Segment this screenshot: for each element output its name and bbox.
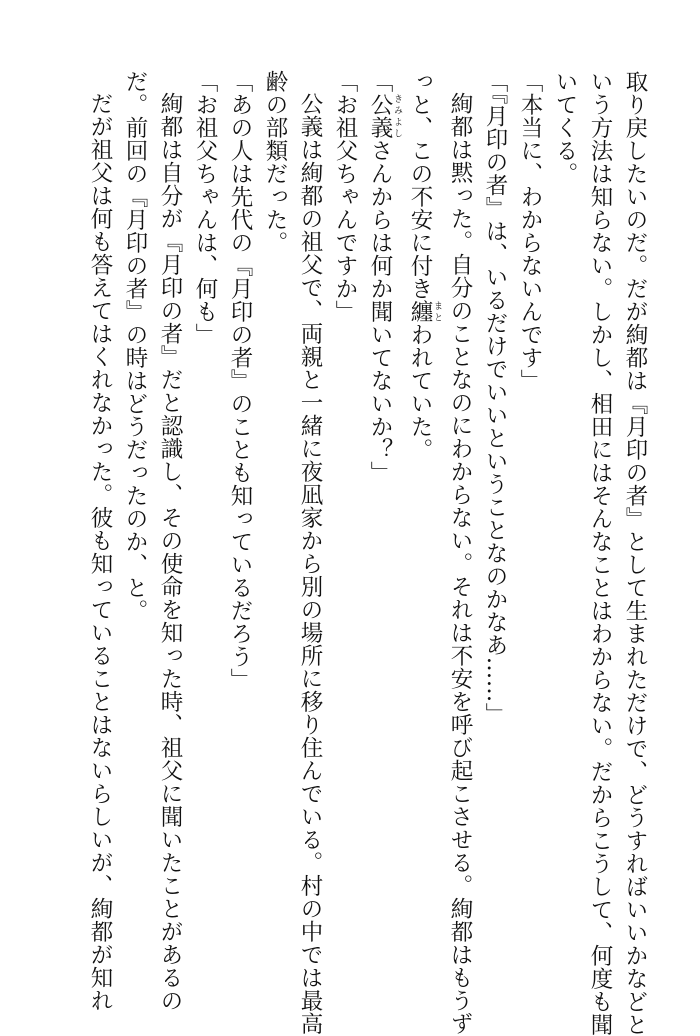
text-line: 絢都は黙った。自分のことなのにわからない。それは不安を呼び起こさせる。絢都はもうず (447, 92, 473, 1035)
text-segment: っと、この不安に付き (407, 70, 433, 300)
dialogue-body: 『月印の者』は、いるだけでいいということなのかなあ……」 (482, 93, 508, 726)
text-line: だが祖父は何も答えてはくれなかった。彼も知っていることはないらしいが、絢都が知れ (87, 92, 113, 1012)
text-line: 公義は絢都の祖父で、両親と一緒に夜凪家から別の場所に移り住んでいる。村の中では最高 (297, 92, 323, 1035)
text-line (402, 70, 442, 950)
dialogue-line: 「本当に、わからないんです」 (517, 70, 543, 392)
text-line: いう方法は知らない。しかし、相田にはそんなことはわからない。だからこうして、何度も聞 (587, 70, 613, 1036)
text-line: 齢の部類だった。 (262, 70, 288, 254)
text-line: 絢都は自分が『月印の者』だと認識し、その使命を知った時、祖父に聞いたことがあるの (157, 92, 183, 1012)
ruby-reading: まと (432, 300, 442, 323)
text-line: いてくる。 (552, 70, 578, 185)
ruby-annotation (367, 93, 402, 139)
vertical-text-body (48, 70, 652, 1036)
ruby-base: 公義 (367, 93, 393, 139)
dialogue-line: 「お祖父ちゃんは、何も」 (192, 70, 218, 346)
text-segment: われていた。 (407, 323, 433, 461)
dialogue-line: 「あの人は先代の『月印の者』のことも知っているだろう」 (227, 70, 253, 691)
ruby-reading: きみよし (392, 93, 402, 139)
dialogue-open-bracket: 「 (482, 70, 508, 93)
text-line: 取り戻したいのだ。だが絢都は『月印の者』として生まれただけで、どうすればいいかなどと (622, 70, 648, 1036)
text-segment: 「 (367, 70, 393, 93)
text-segment: さんからは何か聞いてないか？」 (367, 139, 393, 484)
dialogue-line (362, 70, 402, 950)
ruby-base: 纏 (407, 300, 433, 323)
dialogue-line (477, 70, 512, 950)
ruby-annotation (407, 300, 442, 323)
text-line: だ。前回の『月印の者』の時はどうだったのか、と。 (122, 70, 148, 622)
dialogue-line: 「お祖父ちゃんですか」 (332, 70, 358, 323)
